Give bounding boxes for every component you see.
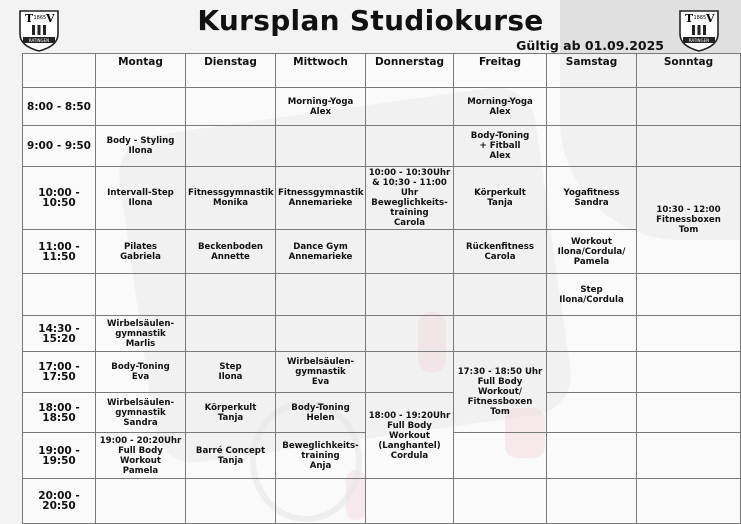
day-header: Freitag (454, 54, 547, 88)
time-row (23, 479, 741, 524)
empty-cell (547, 393, 637, 433)
time-label: 18:00 - 18:50 (23, 393, 96, 433)
empty-cell (366, 479, 454, 524)
time-row (23, 126, 741, 167)
empty-cell (454, 479, 547, 524)
time-label: 14:30 - 15:20 (23, 316, 96, 352)
course-cell: Morning-Yoga Alex (276, 88, 366, 126)
time-label: 17:00 - 17:50 (23, 352, 96, 393)
course-cell: Fitnessgymnastik Monika (186, 167, 276, 230)
empty-cell (637, 316, 741, 352)
course-cell: Intervall-Step Ilona (96, 167, 186, 230)
day-header: Sonntag (637, 54, 741, 88)
empty-cell (637, 433, 741, 479)
empty-cell (637, 88, 741, 126)
time-row (23, 167, 741, 230)
empty-cell (547, 352, 637, 393)
time-label: 19:00 - 19:50 (23, 433, 96, 479)
time-label: 9:00 - 9:50 (23, 126, 96, 167)
page-title: Kursplan Studiokurse (197, 4, 544, 37)
time-row (23, 393, 741, 433)
empty-cell (547, 433, 637, 479)
empty-cell (454, 316, 547, 352)
course-cell: Rückenfitness Carola (454, 230, 547, 274)
time-label (23, 274, 96, 316)
empty-cell (637, 126, 741, 167)
empty-cell (366, 352, 454, 393)
course-cell: Body-Toning + Fitball Alex (454, 126, 547, 167)
course-cell: Wirbelsäulen- gymnastik Eva (276, 352, 366, 393)
course-cell: Workout Ilona/Cordula/ Pamela (547, 230, 637, 274)
empty-cell (186, 88, 276, 126)
empty-cell (547, 316, 637, 352)
time-row (23, 88, 741, 126)
course-cell: Barré Concept Tanja (186, 433, 276, 479)
course-cell: 18:00 - 19:20Uhr Full Body Workout (Langhantel) Cordula (366, 393, 454, 479)
time-row (23, 316, 741, 352)
empty-cell (186, 316, 276, 352)
svg-text:V: V (46, 12, 55, 25)
empty-cell (276, 274, 366, 316)
empty-cell (276, 126, 366, 167)
course-cell: Beckenboden Annette (186, 230, 276, 274)
course-cell: Wirbelsäulen- gymnastik Sandra (96, 393, 186, 433)
svg-text:V: V (706, 12, 715, 25)
course-cell: Step Ilona/Cordula (547, 274, 637, 316)
time-row (23, 352, 741, 393)
course-cell: Dance Gym Annemarieke (276, 230, 366, 274)
empty-cell (186, 479, 276, 524)
empty-cell (637, 479, 741, 524)
empty-cell (637, 274, 741, 316)
svg-text:1865: 1865 (33, 15, 47, 21)
course-cell: 17:30 - 18:50 Uhr Full Body Workout/ Fitnessboxen Tom (454, 352, 547, 433)
schedule-table (22, 53, 741, 524)
time-label: 11:00 - 11:50 (23, 230, 96, 274)
course-cell: Body-Toning Helen (276, 393, 366, 433)
corner-cell (23, 54, 96, 88)
time-label: 10:00 - 10:50 (23, 167, 96, 230)
empty-cell (547, 126, 637, 167)
empty-cell (366, 88, 454, 126)
svg-text:1865: 1865 (693, 15, 707, 21)
empty-cell (637, 393, 741, 433)
course-cell: Wirbelsäulen- gymnastik Marlis (96, 316, 186, 352)
course-cell: Step Ilona (186, 352, 276, 393)
empty-cell (547, 479, 637, 524)
svg-text:RATINGEN: RATINGEN (28, 37, 50, 43)
day-header: Donnerstag (366, 54, 454, 88)
course-cell: Body - Styling Ilona (96, 126, 186, 167)
empty-cell (454, 274, 547, 316)
time-row (23, 274, 741, 316)
course-cell: Körperkult Tanja (454, 167, 547, 230)
time-label: 20:00 - 20:50 (23, 479, 96, 524)
empty-cell (96, 88, 186, 126)
course-cell: Pilates Gabriela (96, 230, 186, 274)
empty-cell (186, 126, 276, 167)
empty-cell (96, 274, 186, 316)
course-cell: Yogafitness Sandra (547, 167, 637, 230)
day-header: Montag (96, 54, 186, 88)
empty-cell (276, 479, 366, 524)
svg-text:T: T (25, 12, 34, 25)
time-row (23, 230, 741, 274)
course-cell: Morning-Yoga Alex (454, 88, 547, 126)
empty-cell (96, 479, 186, 524)
empty-cell (366, 126, 454, 167)
empty-cell (637, 352, 741, 393)
day-header: Samstag (547, 54, 637, 88)
course-cell: 19:00 - 20:20Uhr Full Body Workout Pamela (96, 433, 186, 479)
empty-cell (547, 88, 637, 126)
course-cell: Körperkult Tanja (186, 393, 276, 433)
time-label: 8:00 - 8:50 (23, 88, 96, 126)
validity-date: Gültig ab 01.09.2025 (516, 38, 664, 53)
course-cell: Beweglichkeits- training Anja (276, 433, 366, 479)
day-header: Mittwoch (276, 54, 366, 88)
empty-cell (366, 274, 454, 316)
empty-cell (186, 274, 276, 316)
empty-cell (366, 316, 454, 352)
empty-cell (276, 316, 366, 352)
empty-cell (454, 433, 547, 479)
empty-cell (366, 230, 454, 274)
course-cell: 10:30 - 12:00 Fitnessboxen Tom (637, 167, 741, 274)
course-cell: Fitnessgymnastik Annemarieke (276, 167, 366, 230)
svg-text:T: T (685, 12, 694, 25)
course-cell: Body-Toning Eva (96, 352, 186, 393)
header-row (23, 54, 741, 88)
day-header: Dienstag (186, 54, 276, 88)
svg-text:RATINGEN: RATINGEN (688, 37, 710, 43)
course-cell: 10:00 - 10:30Uhr & 10:30 - 11:00 Uhr Beweglichkeits- training Carola (366, 167, 454, 230)
